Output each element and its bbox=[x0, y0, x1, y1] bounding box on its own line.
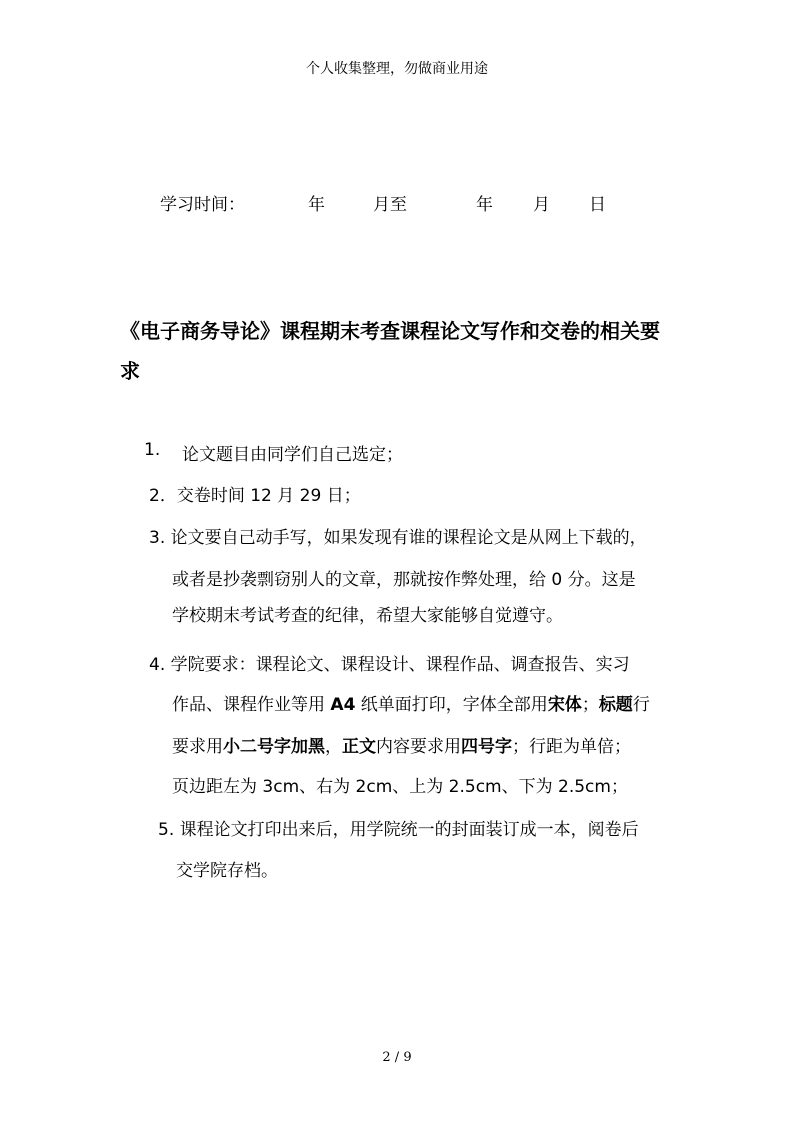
item-4-line-4: 页边距左为 3cm、右为 2cm、上为 2.5cm、下为 2.5cm； bbox=[172, 777, 628, 797]
month-end: 月 bbox=[533, 195, 550, 215]
item-4-line-3 bbox=[172, 732, 631, 757]
year-end: 年 bbox=[476, 195, 493, 215]
item-4-line-2-part-e: ； bbox=[581, 695, 599, 715]
item-3-line-3: 学校期末考试考查的纪律，希望大家能够自觉遵守。 bbox=[172, 606, 563, 626]
item-1-number: 1. bbox=[144, 440, 161, 460]
item-4-line-2 bbox=[172, 690, 650, 715]
item-4-line-3-part-a: 要求用 bbox=[172, 737, 223, 757]
item-4-line-2-part-a: 作品、课程作业等用 bbox=[172, 695, 331, 715]
year-start: 年 bbox=[308, 195, 325, 215]
item-4-line-3-part-c: ， bbox=[325, 737, 342, 757]
item-2-text: 2．交卷时间 12 月 29 日； bbox=[149, 486, 361, 506]
page-header: 个人收集整理，勿做商业用途 bbox=[306, 61, 488, 77]
item-4-line-3-part-e: 内容要求用 bbox=[376, 737, 461, 757]
item-3-line-1: 3. 论文要自己动手写，如果发现有谁的课程论文是从网上下载的， bbox=[149, 528, 647, 548]
item-4-line-1: 4. 学院要求：课程论文、课程设计、课程作品、调查报告、实习 bbox=[149, 655, 630, 675]
page-number: 2 / 9 bbox=[382, 1050, 412, 1065]
item-4-font-name: 宋体 bbox=[547, 695, 582, 715]
document-title-line-2: 求 bbox=[120, 359, 140, 383]
item-4-title-word: 标题 bbox=[598, 695, 633, 715]
item-4-line-2-part-c: 纸单面打印，字体全部用 bbox=[355, 695, 548, 715]
study-time-line bbox=[160, 190, 620, 214]
day-end: 日 bbox=[589, 195, 606, 215]
item-4-paper-size: A4 bbox=[330, 695, 356, 715]
item-4-body-size: 四号字 bbox=[461, 737, 512, 757]
item-3-line-2: 或者是抄袭剽窃别人的文章，那就按作弊处理，给 0 分。这是 bbox=[172, 570, 636, 590]
item-1-text: 论文题目由同学们自己选定； bbox=[182, 445, 403, 465]
item-4-title-size: 小二号字加黑 bbox=[223, 737, 325, 757]
item-4-line-3-part-g: ；行距为单倍； bbox=[512, 737, 631, 757]
study-time-label: 学习时间： bbox=[160, 195, 245, 215]
item-4-line-2-part-g: 行 bbox=[632, 695, 650, 715]
document-title-line-1: 《电子商务导论》课程期末考查课程论文写作和交卷的相关要 bbox=[120, 319, 660, 343]
month-start-to: 月至 bbox=[373, 195, 407, 215]
item-5-line-2: 交学院存档。 bbox=[176, 861, 278, 881]
item-5-line-1: 5. 课程论文打印出来后，用学院统一的封面装订成一本，阅卷后 bbox=[158, 820, 639, 840]
item-4-body-word: 正文 bbox=[342, 737, 376, 757]
